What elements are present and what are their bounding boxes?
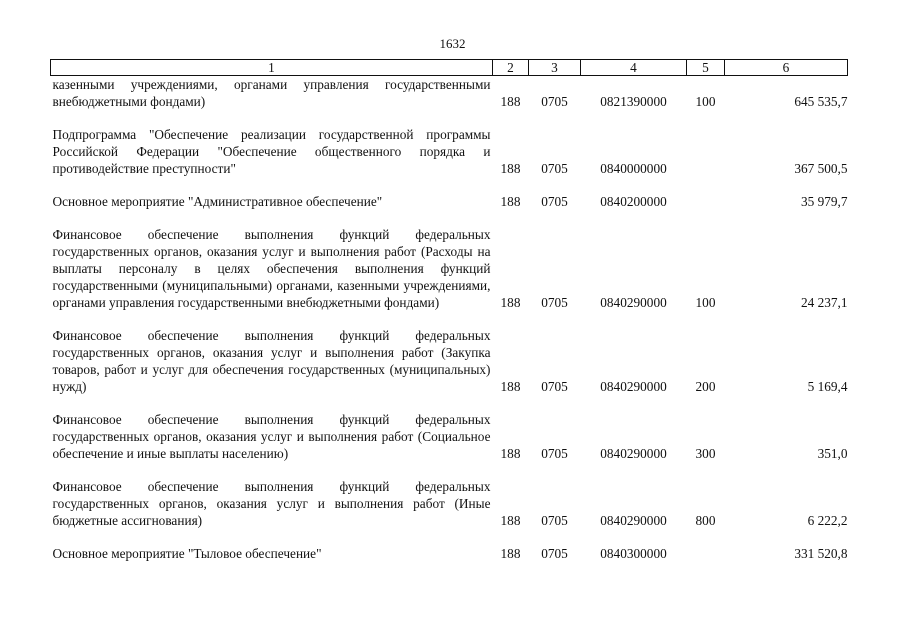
header-col-2: 2	[493, 60, 529, 76]
spacer-cell	[51, 110, 848, 126]
row-name: Финансовое обеспечение выполнения функций федеральных государственных органов, оказания услуг и выполнения работ (Расходы на выплаты персоналу в целях обеспечения выполнения функций государственными (муниципальными) органами, казенными учреждениями, органами управления государственными внебюджетными фондами)	[52, 227, 491, 310]
row-section-code: 0705	[541, 295, 568, 310]
table-row	[51, 327, 848, 395]
row-amount: 24 237,1	[800, 295, 848, 310]
row-expense-type: 100	[695, 295, 716, 310]
row-amount: 331 520,8	[794, 546, 848, 561]
row-target-article: 0840290000	[600, 379, 667, 394]
row-gr-code: 188	[500, 513, 521, 528]
row-spacer	[51, 110, 848, 126]
row-section-code: 0705	[541, 513, 568, 528]
row-section-code: 0705	[541, 161, 568, 176]
spacer-cell	[51, 177, 848, 193]
row-spacer	[51, 210, 848, 226]
row-amount: 351,0	[817, 446, 848, 461]
row-expense-type	[687, 126, 725, 177]
row-name: Подпрограмма "Обеспечение реализации государственной программы Российской Федерации "Обеспечение общественного порядка и противодействие преступности"	[52, 127, 491, 176]
row-target-article: 0821390000	[600, 94, 667, 109]
header-col-5: 5	[687, 60, 725, 76]
row-gr-code: 188	[500, 446, 521, 461]
row-section-code: 0705	[541, 194, 568, 209]
row-section-code: 0705	[541, 546, 568, 561]
row-amount: 35 979,7	[800, 194, 848, 209]
table-row	[51, 226, 848, 311]
row-expense-type	[687, 545, 725, 562]
table-row	[51, 126, 848, 177]
table-row	[51, 76, 848, 111]
row-expense-type: 300	[695, 446, 716, 461]
page-number: 1632	[439, 36, 466, 51]
row-expense-type: 800	[695, 513, 716, 528]
row-name: Основное мероприятие "Тыловое обеспечение"	[52, 546, 322, 561]
row-spacer	[51, 177, 848, 193]
budget-table	[50, 59, 848, 562]
row-gr-code: 188	[500, 295, 521, 310]
table-row	[51, 411, 848, 462]
row-target-article: 0840200000	[600, 194, 667, 209]
row-gr-code: 188	[500, 94, 521, 109]
row-name: Финансовое обеспечение выполнения функций федеральных государственных органов, оказания услуг и выполнения работ (Социальное обеспечение и иные выплаты населению)	[52, 412, 491, 461]
spacer-cell	[51, 210, 848, 226]
spacer-cell	[51, 311, 848, 327]
row-expense-type	[687, 193, 725, 210]
table-row	[51, 478, 848, 529]
row-target-article: 0840000000	[600, 161, 667, 176]
row-gr-code: 188	[500, 194, 521, 209]
row-spacer	[51, 395, 848, 411]
row-amount: 6 222,2	[807, 513, 848, 528]
row-expense-type: 200	[695, 379, 716, 394]
row-spacer	[51, 462, 848, 478]
row-name: казенными учреждениями, органами управления государственными внебюджетными фондами)	[52, 77, 491, 109]
row-spacer	[51, 311, 848, 327]
row-name: Основное мероприятие "Административное обеспечение"	[52, 194, 383, 209]
row-section-code: 0705	[541, 94, 568, 109]
row-amount: 367 500,5	[794, 161, 848, 176]
spacer-cell	[51, 529, 848, 545]
row-target-article: 0840290000	[600, 513, 667, 528]
header-col-4: 4	[581, 60, 687, 76]
row-gr-code: 188	[500, 546, 521, 561]
header-col-3: 3	[529, 60, 581, 76]
row-target-article: 0840300000	[600, 546, 667, 561]
table-body	[51, 76, 848, 563]
row-spacer	[51, 529, 848, 545]
row-expense-type: 100	[695, 94, 716, 109]
header-col-1: 1	[51, 60, 493, 76]
table-row	[51, 545, 848, 562]
header-row	[51, 60, 848, 76]
row-target-article: 0840290000	[600, 295, 667, 310]
row-name: Финансовое обеспечение выполнения функций федеральных государственных органов, оказания услуг и выполнения работ (Иные бюджетные ассигнования)	[52, 479, 491, 528]
row-section-code: 0705	[541, 379, 568, 394]
row-amount: 645 535,7	[794, 94, 848, 109]
row-target-article: 0840290000	[600, 446, 667, 461]
row-name: Финансовое обеспечение выполнения функций федеральных государственных органов, оказания услуг и выполнения работ (Закупка товаров, работ и услуг для обеспечения государственных (муниципальных) нужд)	[52, 328, 491, 394]
row-section-code: 0705	[541, 446, 568, 461]
spacer-cell	[51, 462, 848, 478]
row-gr-code: 188	[500, 379, 521, 394]
table-row	[51, 193, 848, 210]
row-gr-code: 188	[500, 161, 521, 176]
header-col-6: 6	[725, 60, 848, 76]
spacer-cell	[51, 395, 848, 411]
row-amount: 5 169,4	[807, 379, 848, 394]
